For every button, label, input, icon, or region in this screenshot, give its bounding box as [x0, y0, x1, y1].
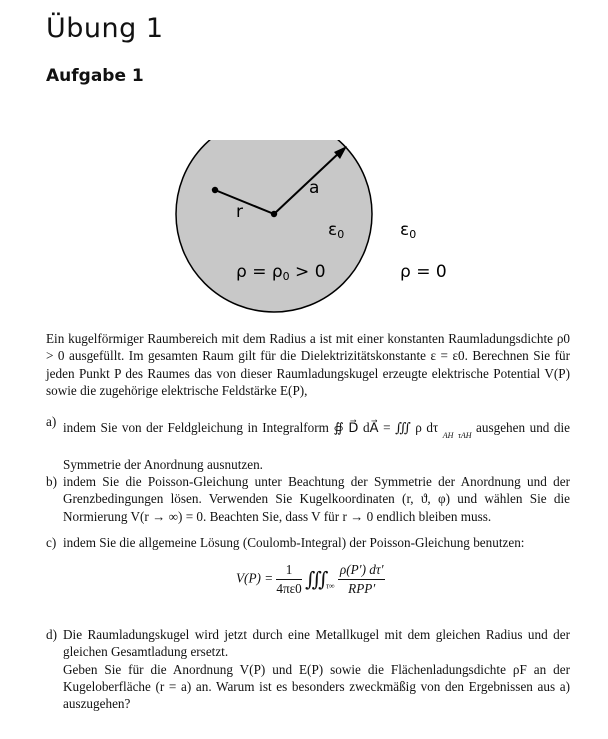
item-a-text-1: indem Sie von der Feldgleichung in Integralform [63, 420, 329, 435]
item-a-text-2: ausgehen und die Symmetrie der Anordnung ausnutzen. [63, 420, 571, 472]
center-point [271, 211, 277, 217]
label-radius-r: r [236, 202, 243, 222]
item-label: b) [46, 474, 57, 489]
item-d-text-1: Die Raumladungskugel wird jetzt durch eine Metallkugel mit dem gleichen Radius und der gleichen Gesamtladung ersetzt. [63, 627, 570, 660]
list-item-b [46, 473, 570, 525]
label-epsilon-outside: $\varepsilon_0$ [400, 220, 417, 241]
label-radius-a: a [309, 178, 320, 198]
formula-lhs: V(P) = [236, 570, 274, 586]
item-label: c) [46, 535, 57, 550]
point-p [212, 187, 218, 193]
integral-domain: τ∞ [326, 581, 335, 591]
page-title: Übung 1 [46, 13, 164, 44]
list-item-d [46, 626, 570, 712]
item-b-text: indem Sie die Poisson-Gleichung unter Beachtung der Symmetrie der Anordnung und der Grenzbedingungen lösen. Verwenden Sie Kugelkoordinaten (r, ϑ, φ) und wählen Sie die Normierung V(r → ∞) = 0. Beachten Sie, dass V für r → 0 endlich bleiben muss. [63, 474, 570, 524]
label-rho-outside: ρ = 0 [400, 262, 447, 282]
label-epsilon-inside: $\varepsilon_0$ [328, 220, 345, 241]
sphere-diagram [170, 140, 470, 320]
prefactor-numerator: 1 [276, 562, 301, 580]
list-item-a [46, 413, 570, 479]
item-c-text: indem Sie die allgemeine Lösung (Coulomb-Integral) der Poisson-Gleichung benutzen: [63, 535, 525, 550]
label-rho-inside: $\rho = \rho_0 > 0$ [236, 262, 326, 283]
integrand-denominator: RPP′ [348, 581, 376, 596]
prefactor-denominator: 4πε0 [276, 581, 302, 596]
integrand-numerator: ρ(P′) dτ′ [338, 562, 386, 580]
item-label: a) [46, 414, 57, 429]
triple-integral-symbol: ∭ [305, 569, 323, 591]
intro-paragraph: Ein kugelförmiger Raumbereich mit dem Radius a ist mit einer konstanten Raumladungsdichte ρ0 > 0 ausgefüllt. Im gesamten Raum gilt für die Dielektrizitätskonstante ε = ε0. Berechnen Sie für jeden Punkt P des Raumes das von dieser Raumladungskugel erzeugte elektrische Potential V(P) sowie die zugehörige elektrische Feldstärke E(P), [46, 331, 570, 398]
formula-prefactor [276, 562, 301, 597]
item-a-formula-sub2: τAH [457, 431, 472, 440]
item-label: d) [46, 627, 57, 642]
item-d-text-2: Geben Sie für die Anordnung V(P) und E(P) sowie die Flächenladungsdichte ρF an der Kugeloberfläche (r = a) an. Warum ist es besonders zweckmäßig von den Ergebnissen aus a) auszugehen? [63, 661, 570, 712]
sphere-figure [170, 140, 470, 320]
item-a-formula: ∯ D⃗ dA⃗ = ∭ ρ dτ [333, 420, 439, 435]
item-a-formula-sub1: AH [442, 431, 454, 440]
section-heading: Aufgabe 1 [46, 66, 144, 86]
list-item-c [46, 534, 570, 551]
coulomb-integral-formula [236, 562, 436, 610]
formula-integrand [338, 562, 386, 597]
